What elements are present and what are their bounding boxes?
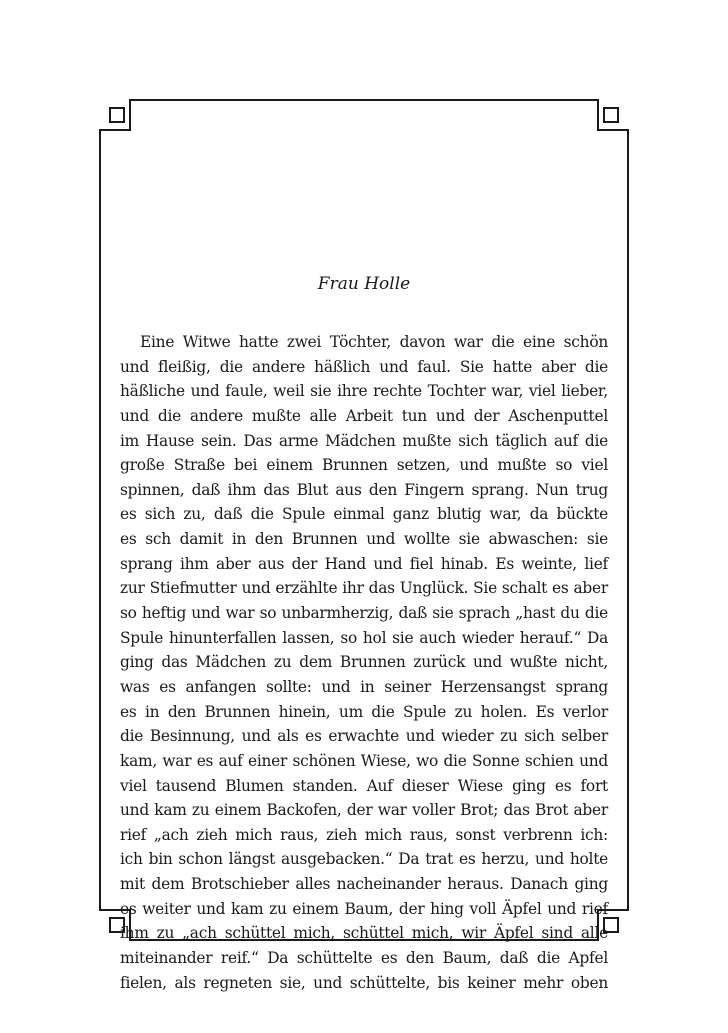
text-line: fielen, als regneten sie, und schüttelte, bis keiner mehr oben	[120, 973, 608, 992]
corner-ornament-top-right	[604, 108, 618, 122]
text-line: es weiter und kam zu einem Baum, der hing voll Äpfel und rief	[120, 899, 608, 918]
text-line: was es anfangen sollte: und in seiner Herzensangst sprang	[120, 677, 608, 696]
text-line: spinnen, daß ihm das Blut aus den Fingern sprang. Nun trug	[120, 480, 608, 499]
text-line: viel tausend Blumen standen. Auf dieser Wiese ging es fort	[120, 776, 608, 795]
page-title: Frau Holle	[317, 274, 411, 294]
text-line: es sch damit in den Brunnen und wollte sie abwaschen: sie	[120, 530, 608, 549]
text-line: Eine Witwe hatte zwei Töchter, davon war die eine schön	[140, 333, 608, 351]
text-line: es sich zu, daß die Spule einmal ganz blutig war, da bückte	[120, 505, 608, 524]
text-line: ich bin schon längst ausgebacken.“ Da trat es herzu, und holte	[120, 850, 608, 869]
text-line: und kam zu einem Backofen, der war voller Brot; das Brot aber	[120, 801, 608, 820]
text-line: große Straße bei einem Brunnen setzen, und mußte so viel	[120, 456, 608, 475]
text-line: sprang ihm aber aus der Hand und fiel hinab. Es weinte, lief	[120, 554, 608, 573]
text-line: miteinander reif.“ Da schüttelte es den Baum, daß die Apfel	[120, 949, 608, 968]
text-line: im Hause sein. Das arme Mädchen mußte sich täglich auf die	[120, 431, 608, 450]
text-line: ging das Mädchen zu dem Brunnen zurück und wußte nicht,	[120, 653, 608, 672]
text-line: und die andere mußte alle Arbeit tun und der Aschenputtel	[120, 406, 608, 425]
text-line: die Besinnung, und als es erwachte und wieder zu sich selber	[120, 727, 608, 746]
text-line: ihm zu „ach schüttel mich, schüttel mich, wir Äpfel sind alle	[120, 924, 608, 943]
text-line: Spule hinunterfallen lassen, so hol sie auch wieder herauf.“ Da	[120, 628, 608, 647]
story-text	[120, 330, 608, 995]
text-line: häßliche und faule, weil sie ihre rechte Tochter war, viel lieber,	[120, 382, 608, 401]
text-line: und fleißig, die andere häßlich und faul. Sie hatte aber die	[120, 357, 608, 376]
text-line: zur Stiefmutter und erzählte ihr das Unglück. Sie schalt es aber	[120, 579, 608, 598]
corner-ornament-top-left	[110, 108, 124, 122]
text-line: so heftig und war so unbarmherzig, daß sie sprach „hast du die	[120, 604, 608, 623]
text-line: mit dem Brotschieber alles nacheinander heraus. Danach ging	[120, 875, 608, 894]
text-line: kam, war es auf einer schönen Wiese, wo die Sonne schien und	[120, 751, 608, 770]
text-line: es in den Brunnen hinein, um die Spule zu holen. Es verlor	[120, 702, 608, 721]
text-line: rief „ach zieh mich raus, zieh mich raus, sonst verbrenn ich:	[120, 825, 608, 844]
